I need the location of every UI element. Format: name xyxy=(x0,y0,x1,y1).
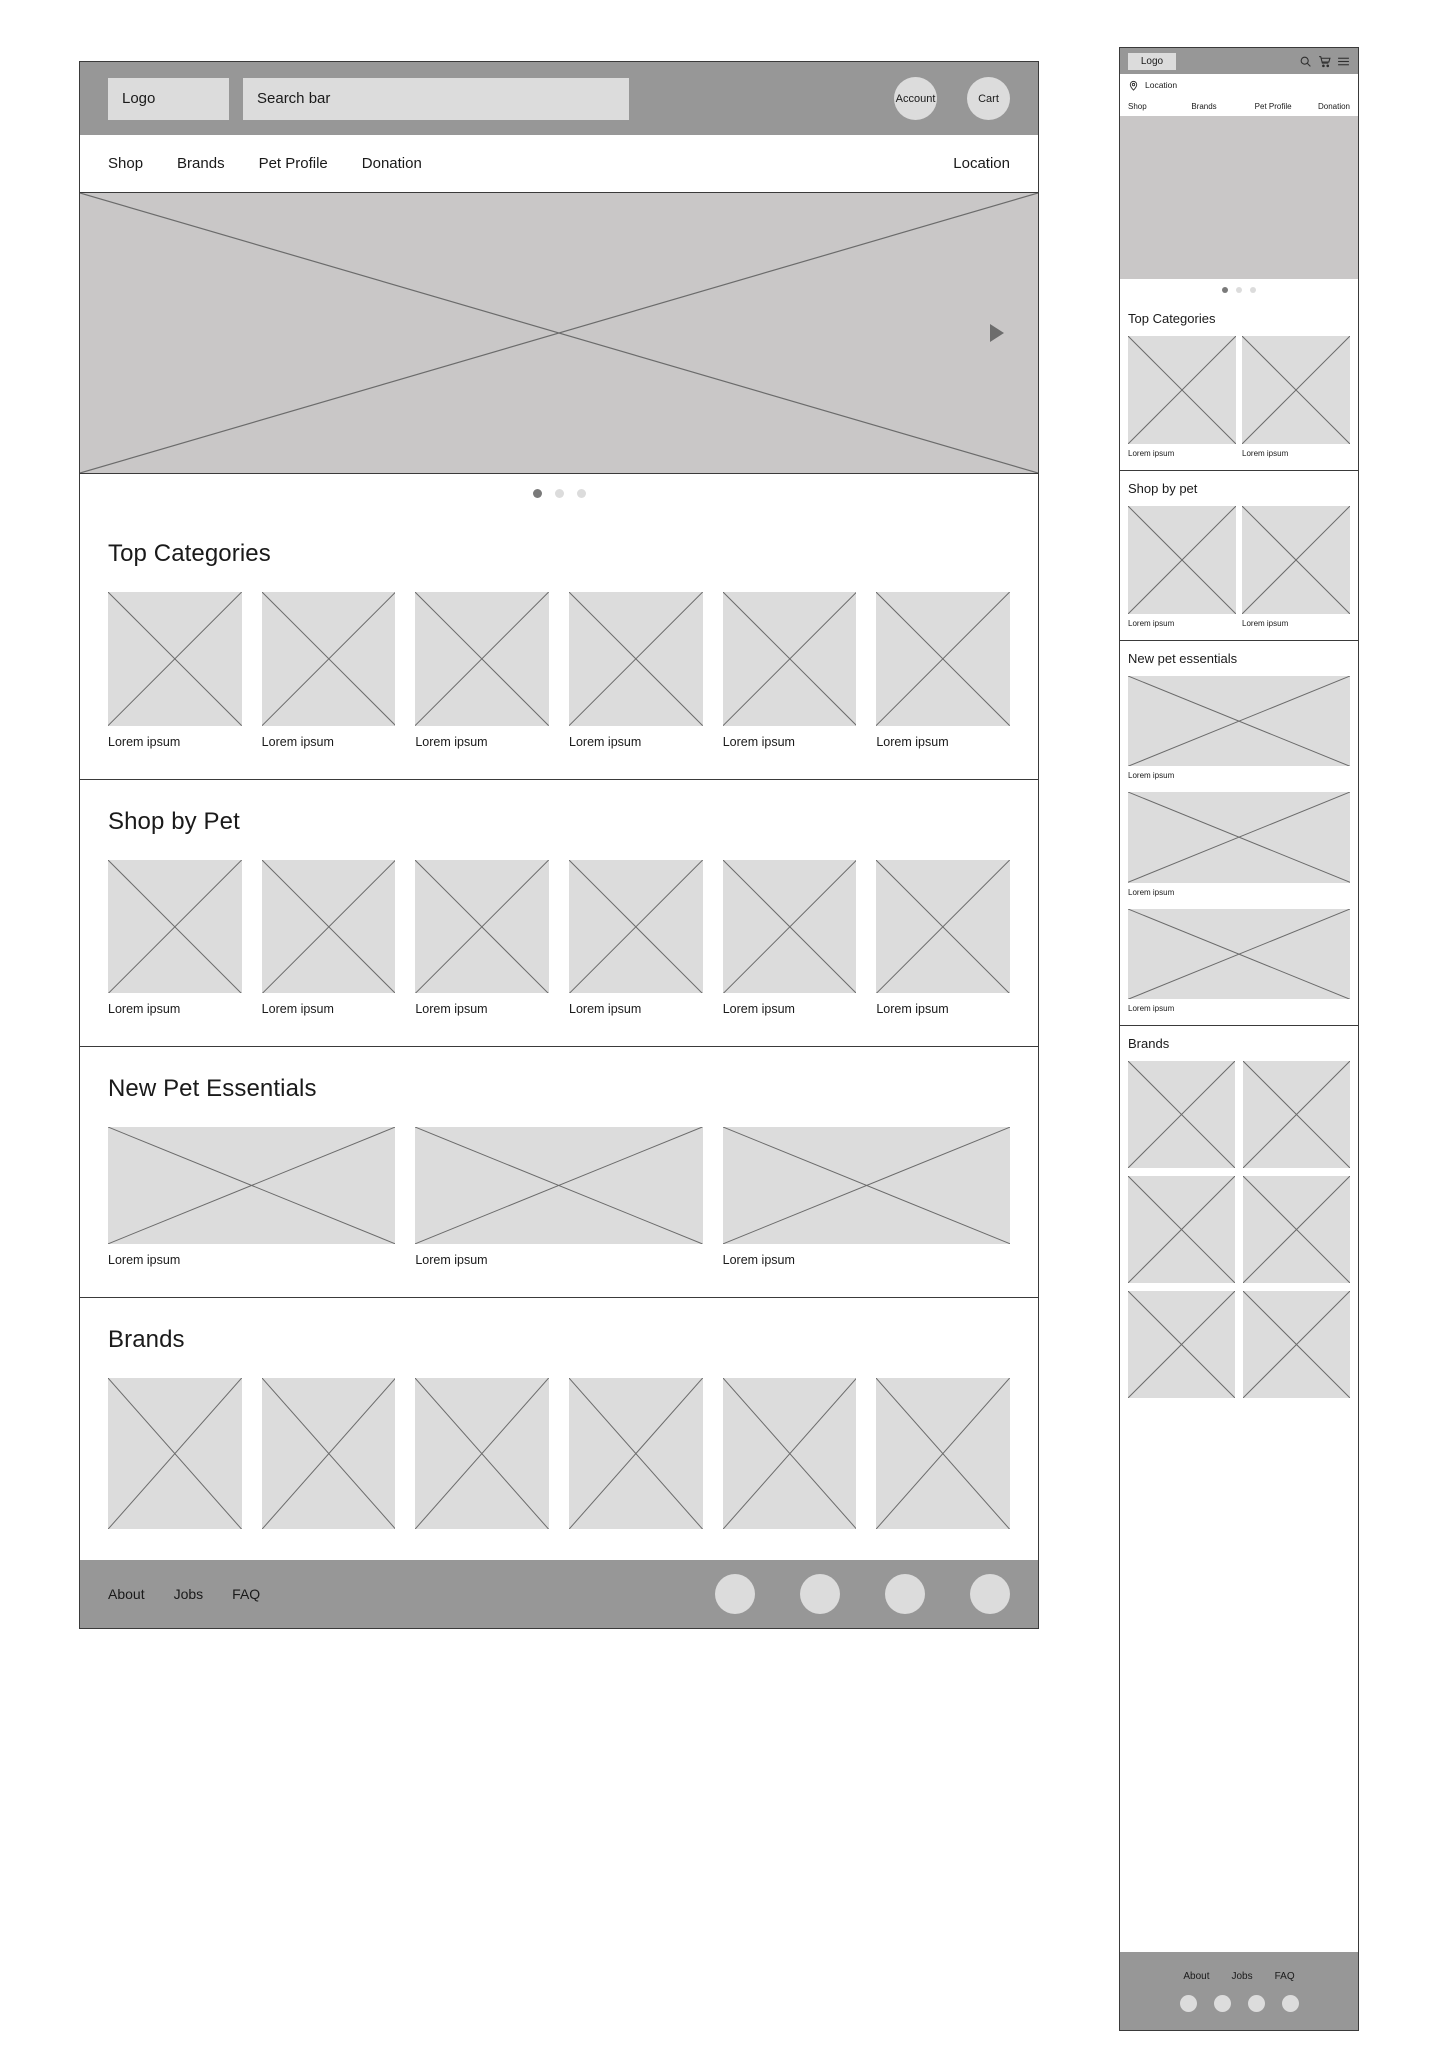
mobile-footer-link-jobs[interactable]: Jobs xyxy=(1231,1970,1253,1982)
essential-image-placeholder xyxy=(415,1127,702,1244)
mobile-category-card[interactable] xyxy=(1128,336,1236,458)
pet-card[interactable] xyxy=(723,860,857,1017)
mobile-brand-image-placeholder xyxy=(1243,1176,1350,1283)
hero-carousel-dots[interactable] xyxy=(80,474,1038,512)
mobile-social-icons xyxy=(1180,1995,1299,2012)
cross-icon xyxy=(415,1127,702,1244)
brand-image-placeholder xyxy=(108,1378,242,1529)
top-categories-grid xyxy=(108,592,1010,749)
mobile-carousel-dot-1[interactable] xyxy=(1222,287,1228,293)
mobile-pet-card[interactable] xyxy=(1128,506,1236,628)
social-icon-3[interactable] xyxy=(885,1574,925,1614)
mobile-pet-caption: Lorem ipsum xyxy=(1242,619,1289,628)
mobile-nav-item-shop[interactable]: Shop xyxy=(1128,101,1147,111)
category-card[interactable] xyxy=(262,592,396,749)
pet-caption: Lorem ipsum xyxy=(108,1002,181,1017)
cross-icon xyxy=(723,592,857,726)
mobile-essential-image-placeholder xyxy=(1128,909,1350,999)
brand-card[interactable] xyxy=(569,1378,703,1529)
mobile-essential-caption: Lorem ipsum xyxy=(1128,887,1175,897)
brand-image-placeholder xyxy=(569,1378,703,1529)
mobile-pet-caption: Lorem ipsum xyxy=(1128,619,1175,628)
cross-icon xyxy=(1242,336,1350,444)
pet-caption: Lorem ipsum xyxy=(876,1002,949,1017)
mobile-brand-image-placeholder xyxy=(1243,1061,1350,1168)
mobile-social-icon-1[interactable] xyxy=(1180,1995,1197,2012)
mobile-brand-card[interactable] xyxy=(1243,1176,1350,1283)
mobile-section-shop-by-pet xyxy=(1120,470,1358,640)
cross-icon xyxy=(1128,676,1350,766)
mobile-brands-grid xyxy=(1128,1061,1350,1398)
section-new-pet-essentials xyxy=(80,1047,1038,1298)
essential-image-placeholder xyxy=(108,1127,395,1244)
account-button[interactable]: Account xyxy=(894,77,937,120)
brand-image-placeholder xyxy=(262,1378,396,1529)
pet-caption: Lorem ipsum xyxy=(722,1002,795,1017)
category-caption: Lorem ipsum xyxy=(261,734,334,749)
cross-icon xyxy=(569,592,703,726)
essential-card[interactable] xyxy=(415,1127,702,1267)
cross-icon xyxy=(876,592,1010,726)
cross-icon xyxy=(1128,909,1350,999)
section-brands xyxy=(80,1298,1038,1559)
pet-image-placeholder xyxy=(569,860,703,994)
mobile-category-caption: Lorem ipsum xyxy=(1128,449,1175,458)
mobile-pet-image-placeholder xyxy=(1128,506,1236,614)
mobile-brand-card[interactable] xyxy=(1128,1061,1235,1168)
cross-icon xyxy=(723,1378,857,1529)
new-pet-essentials-grid xyxy=(108,1127,1010,1267)
cross-icon xyxy=(1242,506,1350,614)
brand-image-placeholder xyxy=(415,1378,549,1529)
mobile-nav-item-pet-profile[interactable]: Pet Profile xyxy=(1254,101,1292,111)
cross-icon xyxy=(108,860,242,994)
mobile-essential-card[interactable] xyxy=(1128,676,1350,780)
mobile-hero-carousel-dots[interactable] xyxy=(1120,279,1358,301)
brand-card[interactable] xyxy=(415,1378,549,1529)
cross-icon xyxy=(723,1127,1010,1244)
mobile-essential-caption: Lorem ipsum xyxy=(1128,1003,1175,1013)
pet-caption: Lorem ipsum xyxy=(415,1002,488,1017)
brands-grid xyxy=(108,1378,1010,1529)
logo[interactable]: Logo xyxy=(108,78,229,120)
shop-by-pet-grid xyxy=(108,860,1010,1017)
category-image-placeholder xyxy=(262,592,396,726)
mobile-essential-image-placeholder xyxy=(1128,792,1350,882)
category-card[interactable] xyxy=(876,592,1010,749)
footer-link-faq[interactable]: FAQ xyxy=(232,1586,261,1602)
essential-caption: Lorem ipsum xyxy=(415,1253,488,1268)
mobile-essential-image-placeholder xyxy=(1128,676,1350,766)
mobile-category-card[interactable] xyxy=(1242,336,1350,458)
section-heading: New Pet Essentials xyxy=(108,1075,317,1103)
cross-icon xyxy=(1128,1176,1235,1283)
mobile-social-icon-3[interactable] xyxy=(1248,1995,1265,2012)
desktop-topbar xyxy=(80,62,1038,135)
category-image-placeholder xyxy=(723,592,857,726)
cross-icon xyxy=(1243,1061,1350,1168)
mobile-footer-links xyxy=(1183,1971,1294,1982)
mobile-pet-card[interactable] xyxy=(1242,506,1350,628)
cross-icon xyxy=(1128,792,1350,882)
mobile-location-row[interactable] xyxy=(1120,74,1358,96)
category-card[interactable] xyxy=(415,592,549,749)
brand-image-placeholder xyxy=(723,1378,857,1529)
mobile-section-new-pet-essentials xyxy=(1120,640,1358,1025)
essential-caption: Lorem ipsum xyxy=(108,1253,181,1268)
mobile-footer-link-about[interactable]: About xyxy=(1183,1970,1210,1982)
desktop-footer xyxy=(80,1560,1038,1628)
cross-icon xyxy=(262,860,396,994)
mobile-main-nav xyxy=(1120,96,1358,116)
mobile-pet-image-placeholder xyxy=(1242,506,1350,614)
category-card[interactable] xyxy=(723,592,857,749)
mobile-nav-item-donation[interactable]: Donation xyxy=(1317,101,1351,111)
footer-link-about[interactable]: About xyxy=(108,1586,145,1602)
section-top-categories xyxy=(80,512,1038,780)
mobile-carousel-dot-3[interactable] xyxy=(1250,287,1256,293)
section-heading: Shop by Pet xyxy=(108,807,240,835)
mobile-logo[interactable]: Logo xyxy=(1128,53,1176,70)
cart-button[interactable]: Cart xyxy=(967,77,1010,120)
mobile-brand-image-placeholder xyxy=(1128,1291,1235,1398)
mobile-footer-link-faq[interactable]: FAQ xyxy=(1274,1970,1295,1982)
category-caption: Lorem ipsum xyxy=(108,734,181,749)
cross-icon xyxy=(1243,1176,1350,1283)
nav-item-pet-profile[interactable]: Pet Profile xyxy=(258,155,328,172)
category-caption: Lorem ipsum xyxy=(415,734,488,749)
social-icon-4[interactable] xyxy=(970,1574,1010,1614)
category-caption: Lorem ipsum xyxy=(722,734,795,749)
mobile-brand-image-placeholder xyxy=(1128,1061,1235,1168)
cross-icon xyxy=(108,1127,395,1244)
category-caption: Lorem ipsum xyxy=(876,734,949,749)
hero-carousel[interactable] xyxy=(80,193,1038,474)
mobile-category-image-placeholder xyxy=(1128,336,1236,444)
pet-image-placeholder xyxy=(108,860,242,994)
section-shop-by-pet xyxy=(80,780,1038,1048)
cross-icon xyxy=(876,860,1010,994)
cross-icon xyxy=(1128,506,1236,614)
hamburger-menu-icon[interactable] xyxy=(1337,55,1350,68)
pet-image-placeholder xyxy=(262,860,396,994)
category-image-placeholder xyxy=(108,592,242,726)
nav-item-brands[interactable]: Brands xyxy=(177,155,225,172)
nav-item-shop[interactable]: Shop xyxy=(108,155,144,172)
pet-image-placeholder xyxy=(723,860,857,994)
category-card[interactable] xyxy=(108,592,242,749)
cross-icon xyxy=(415,592,549,726)
cross-icon xyxy=(1128,336,1236,444)
essential-card[interactable] xyxy=(723,1127,1010,1267)
mobile-topbar xyxy=(1120,48,1358,74)
pet-card[interactable] xyxy=(876,860,1010,1017)
cart-icon[interactable] xyxy=(1318,55,1331,68)
nav-item-donation[interactable]: Donation xyxy=(361,155,422,172)
mobile-nav-item-brands[interactable]: Brands xyxy=(1191,101,1217,111)
category-caption: Lorem ipsum xyxy=(569,734,642,749)
mobile-footer xyxy=(1120,1952,1358,2030)
social-icon-2[interactable] xyxy=(800,1574,840,1614)
pet-caption: Lorem ipsum xyxy=(261,1002,334,1017)
mobile-brand-card[interactable] xyxy=(1243,1061,1350,1168)
mobile-wireframe-frame xyxy=(1119,47,1359,2031)
social-icon-1[interactable] xyxy=(715,1574,755,1614)
mobile-section-heading: New pet essentials xyxy=(1128,651,1238,666)
cross-icon xyxy=(262,1378,396,1529)
cross-icon xyxy=(876,1378,1010,1529)
cross-icon xyxy=(262,592,396,726)
pet-card[interactable] xyxy=(569,860,703,1017)
cross-icon xyxy=(108,1378,242,1529)
carousel-next-icon[interactable] xyxy=(990,324,1004,342)
mobile-essential-caption: Lorem ipsum xyxy=(1128,771,1175,781)
carousel-dot-3[interactable] xyxy=(577,489,586,498)
category-image-placeholder xyxy=(415,592,549,726)
cross-icon xyxy=(723,860,857,994)
brand-image-placeholder xyxy=(876,1378,1010,1529)
mobile-section-heading: Shop by pet xyxy=(1128,481,1198,496)
mobile-social-icon-2[interactable] xyxy=(1214,1995,1231,2012)
pet-card[interactable] xyxy=(108,860,242,1017)
cross-icon xyxy=(415,1378,549,1529)
desktop-wireframe-frame xyxy=(79,61,1039,1629)
pet-caption: Lorem ipsum xyxy=(569,1002,642,1017)
mobile-section-heading: Brands xyxy=(1128,1035,1170,1051)
cross-icon xyxy=(1243,1291,1350,1398)
mobile-section-brands xyxy=(1120,1025,1358,1410)
mobile-brand-image-placeholder xyxy=(1128,1176,1235,1283)
section-heading: Brands xyxy=(108,1326,185,1354)
mobile-category-image-placeholder xyxy=(1242,336,1350,444)
carousel-dot-1[interactable] xyxy=(533,489,542,498)
pet-card[interactable] xyxy=(415,860,549,1017)
mobile-location-label: Location xyxy=(1145,80,1178,90)
mobile-section-heading: Top Categories xyxy=(1128,311,1216,326)
cross-icon xyxy=(415,860,549,994)
cross-icon xyxy=(1128,1061,1235,1168)
cross-icon xyxy=(108,592,242,726)
essential-image-placeholder xyxy=(723,1127,1010,1244)
hero-placeholder-cross-icon xyxy=(80,193,1038,473)
search-input[interactable]: Search bar xyxy=(243,78,629,120)
cross-icon xyxy=(1128,1291,1235,1398)
mobile-brand-card[interactable] xyxy=(1128,1291,1235,1398)
mobile-essential-card[interactable] xyxy=(1128,792,1350,896)
mobile-social-icon-4[interactable] xyxy=(1282,1995,1299,2012)
mobile-hero-carousel[interactable] xyxy=(1120,116,1358,279)
mobile-brand-card[interactable] xyxy=(1243,1291,1350,1398)
cross-icon xyxy=(569,1378,703,1529)
mobile-brand-card[interactable] xyxy=(1128,1176,1235,1283)
category-card[interactable] xyxy=(569,592,703,749)
pet-image-placeholder xyxy=(415,860,549,994)
essential-card[interactable] xyxy=(108,1127,395,1267)
nav-location-link[interactable]: Location xyxy=(953,155,1010,172)
mobile-top-categories-row[interactable] xyxy=(1128,336,1350,458)
essential-caption: Lorem ipsum xyxy=(722,1253,795,1268)
carousel-dot-2[interactable] xyxy=(555,489,564,498)
mobile-new-pet-essentials-list xyxy=(1128,676,1350,1013)
brand-card[interactable] xyxy=(723,1378,857,1529)
category-image-placeholder xyxy=(876,592,1010,726)
mobile-essential-card[interactable] xyxy=(1128,909,1350,1013)
desktop-main-nav xyxy=(80,135,1038,193)
section-heading: Top Categories xyxy=(108,540,271,567)
mobile-shop-by-pet-row[interactable] xyxy=(1128,506,1350,628)
mobile-brand-image-placeholder xyxy=(1243,1291,1350,1398)
category-image-placeholder xyxy=(569,592,703,726)
search-icon[interactable] xyxy=(1299,55,1312,68)
pet-card[interactable] xyxy=(262,860,396,1017)
brand-card[interactable] xyxy=(876,1378,1010,1529)
brand-card[interactable] xyxy=(262,1378,396,1529)
mobile-carousel-dot-2[interactable] xyxy=(1236,287,1242,293)
brand-card[interactable] xyxy=(108,1378,242,1529)
location-pin-icon xyxy=(1128,80,1139,91)
cross-icon xyxy=(569,860,703,994)
pet-image-placeholder xyxy=(876,860,1010,994)
mobile-section-top-categories xyxy=(1120,301,1358,470)
footer-link-jobs[interactable]: Jobs xyxy=(173,1586,204,1602)
mobile-category-caption: Lorem ipsum xyxy=(1242,449,1289,458)
